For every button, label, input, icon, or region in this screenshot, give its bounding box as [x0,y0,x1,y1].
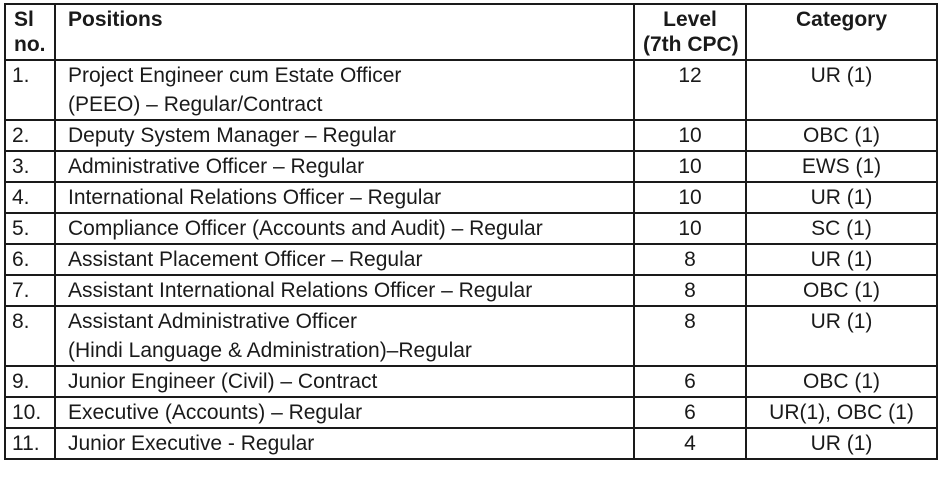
cell-position [55,60,634,120]
position-line1: Deputy System Manager – Regular [68,124,396,147]
position-line1: Assistant Placement Officer – Regular [68,248,423,271]
cell-category: UR (1) [746,244,937,275]
cell-level: 8 [634,306,746,366]
header-sl-line1: Sl [14,8,34,31]
header-level-line2: (7th CPC) [643,33,739,56]
positions-table [4,3,938,460]
cell-sl-no: 1. [5,60,55,120]
position-line2: (Hindi Language & Administration)–Regular [68,339,472,362]
cell-category: OBC (1) [746,275,937,306]
cell-category: UR (1) [746,428,937,459]
table-row [5,306,937,366]
position-line2: (PEEO) – Regular/Contract [68,93,323,116]
cell-position [55,275,634,306]
cell-level: 8 [634,275,746,306]
cell-level: 10 [634,151,746,182]
position-line1: Compliance Officer (Accounts and Audit) – Regular [68,217,543,240]
cell-category: OBC (1) [746,120,937,151]
position-line1: International Relations Officer – Regular [68,186,442,209]
table-row [5,120,937,151]
cell-category: EWS (1) [746,151,937,182]
table-row [5,428,937,459]
cell-level: 4 [634,428,746,459]
cell-level: 10 [634,213,746,244]
cell-category: UR(1), OBC (1) [746,397,937,428]
table-row [5,213,937,244]
cell-position [55,151,634,182]
cell-sl-no: 8. [5,306,55,366]
cell-sl-no: 3. [5,151,55,182]
cell-sl-no: 5. [5,213,55,244]
cell-sl-no: 4. [5,182,55,213]
cell-level: 12 [634,60,746,120]
header-positions: Positions [55,4,634,60]
header-sl-no [5,4,55,60]
cell-sl-no: 2. [5,120,55,151]
cell-category: UR (1) [746,60,937,120]
cell-sl-no: 7. [5,275,55,306]
cell-sl-no: 10. [5,397,55,428]
cell-category: SC (1) [746,213,937,244]
table-body [5,60,937,459]
cell-position [55,213,634,244]
cell-position [55,397,634,428]
cell-sl-no: 6. [5,244,55,275]
header-row [5,4,937,60]
table-row [5,275,937,306]
position-line1: Assistant Administrative Officer [68,310,358,333]
cell-position [55,182,634,213]
table-row [5,244,937,275]
cell-level: 6 [634,366,746,397]
position-line1: Junior Engineer (Civil) – Contract [68,370,378,393]
cell-category: OBC (1) [746,366,937,397]
position-line1: Junior Executive - Regular [68,432,315,455]
cell-position [55,120,634,151]
cell-position [55,306,634,366]
position-line1: Assistant International Relations Officer – Regular [68,279,533,302]
cell-level: 10 [634,182,746,213]
table-row [5,60,937,120]
header-sl-line2: no. [14,33,46,56]
position-line1: Administrative Officer – Regular [68,155,365,178]
cell-sl-no: 11. [5,428,55,459]
cell-level: 8 [634,244,746,275]
cell-category: UR (1) [746,182,937,213]
table-row [5,397,937,428]
position-line1: Executive (Accounts) – Regular [68,401,363,424]
cell-sl-no: 9. [5,366,55,397]
header-level [634,4,746,60]
position-line1: Project Engineer cum Estate Officer [68,64,402,87]
cell-position [55,428,634,459]
table-row [5,182,937,213]
header-level-line1: Level [663,8,717,31]
cell-level: 6 [634,397,746,428]
cell-category: UR (1) [746,306,937,366]
cell-position [55,244,634,275]
header-category: Category [746,4,937,60]
cell-level: 10 [634,120,746,151]
table-row [5,366,937,397]
cell-position [55,366,634,397]
table-row [5,151,937,182]
